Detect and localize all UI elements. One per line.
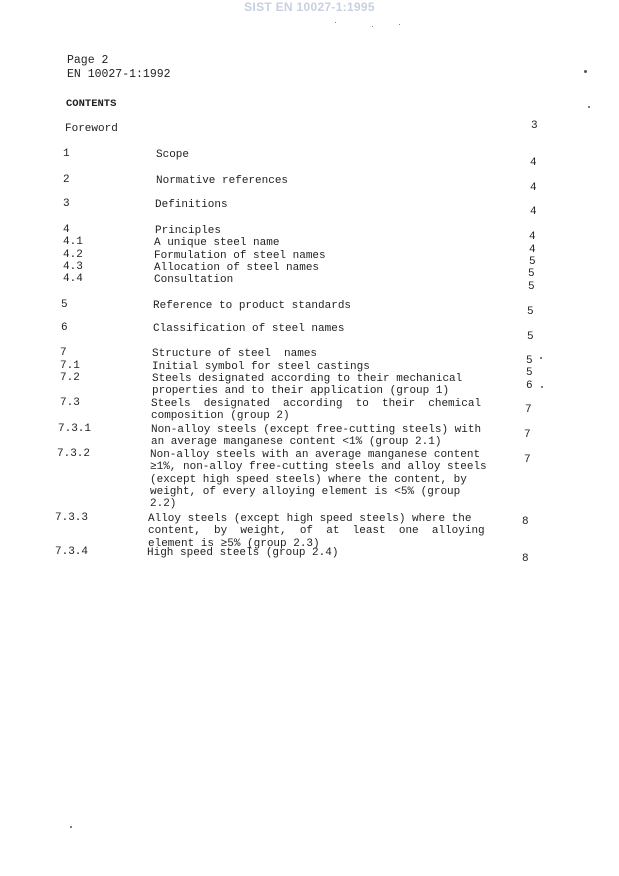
- toc-entry-number: 7.3.2: [57, 448, 91, 460]
- foreword-title: Foreword: [65, 123, 118, 135]
- toc-entry-number: 7.3: [60, 397, 80, 409]
- toc-entry-number: 7: [60, 347, 67, 359]
- document-id: EN 10027-1:1992: [67, 68, 171, 81]
- toc-entry-number: 4.4: [63, 273, 83, 285]
- toc-entry-number: 5: [61, 299, 68, 311]
- toc-entry-title: A unique steel name: [154, 237, 280, 249]
- toc-entry-page: 8: [522, 516, 529, 528]
- watermark: SIST EN 10027-1:1995: [244, 0, 375, 14]
- toc-entry-page: 7: [525, 404, 532, 416]
- toc-entry-number: 2: [63, 174, 70, 186]
- toc-entry-page: 5: [527, 331, 534, 343]
- toc-entry-page: 5: [526, 355, 533, 367]
- toc-entry-page: 5: [528, 268, 535, 280]
- toc-entry-title: Principles: [155, 225, 222, 237]
- toc-entry-number: 7.2: [60, 372, 80, 384]
- toc-entry-title: Alloy steels (except high speed steels) where the: [148, 513, 472, 525]
- scan-speck: [372, 26, 373, 27]
- toc-entry-title: Formulation of steel names: [154, 250, 326, 262]
- toc-entry-title: Normative references: [156, 175, 289, 187]
- toc-entry-title: Scope: [156, 149, 190, 161]
- scan-speck: [540, 357, 542, 359]
- toc-entry-title: 2.2): [150, 498, 177, 511]
- toc-entry-page: 6: [526, 380, 533, 392]
- toc-entry-title: Definitions: [155, 199, 228, 211]
- toc-entry-page: 8: [522, 553, 529, 565]
- toc-entry-number: 3: [63, 198, 70, 210]
- toc-entry-title: weight, of every alloying element is <5% (group: [150, 485, 461, 498]
- toc-entry-number: 4.1: [63, 236, 83, 248]
- toc-entry-title: Initial symbol for steel castings: [152, 361, 370, 373]
- toc-entry-page: 4: [529, 231, 536, 243]
- toc-entry-number: 4: [63, 224, 70, 236]
- toc-entry-title: Reference to product standards: [153, 300, 352, 312]
- toc-entry-title: Consultation: [154, 274, 234, 286]
- scan-speck: [399, 24, 400, 25]
- toc-entry-number: 7.3.1: [58, 423, 92, 435]
- scan-speck: [70, 826, 72, 828]
- toc-entry-title: element is ≥5% (group 2.3): [148, 537, 320, 550]
- toc-entry-title: High speed steels (group 2.4): [147, 547, 339, 559]
- toc-entry-number: 1: [63, 148, 70, 160]
- scan-speck: [335, 22, 336, 23]
- contents-heading: CONTENTS: [66, 98, 117, 110]
- toc-entry-title: Allocation of steel names: [154, 262, 320, 274]
- toc-entry-title: Steels designated according to their mechanical: [152, 373, 463, 385]
- toc-entry-page: 7: [524, 454, 531, 466]
- toc-entry-title: properties and to their application (group 1): [152, 385, 450, 398]
- foreword-page: 3: [531, 120, 538, 132]
- scan-speck: [588, 106, 590, 108]
- toc-entry-page: 5: [527, 306, 534, 318]
- toc-entry-title: Steels designated according to their chemical: [151, 398, 482, 410]
- toc-entry-title: composition (group 2): [151, 410, 290, 423]
- scan-speck: [584, 70, 587, 73]
- page-number-label: Page 2: [67, 54, 109, 67]
- toc-entry-number: 4.2: [63, 249, 83, 261]
- toc-entry-title: an average manganese content <1% (group 2.1): [151, 436, 442, 449]
- toc-entry-page: 4: [530, 206, 537, 218]
- toc-entry-title: Classification of steel names: [153, 323, 345, 335]
- toc-entry-page: 4: [530, 182, 537, 194]
- toc-entry-title: Structure of steel names: [152, 348, 318, 360]
- toc-entry-page: 5: [528, 281, 535, 293]
- toc-entry-title: Non-alloy steels with an average manganese content: [150, 449, 481, 461]
- toc-entry-number: 7.1: [60, 360, 80, 372]
- toc-entry-title: (except high speed steels) where the content, by: [150, 473, 467, 486]
- toc-entry-number: 6: [61, 322, 68, 334]
- toc-entry-title: ≥1%, non-alloy free-cutting steels and alloy steels: [150, 461, 487, 474]
- toc-entry-number: 4.3: [63, 261, 83, 273]
- toc-entry-page: 4: [530, 157, 537, 169]
- toc-entry-page: 5: [526, 367, 533, 379]
- toc-entry-title: Non-alloy steels (except free-cutting steels) with: [151, 424, 482, 436]
- scan-speck: [541, 386, 543, 388]
- toc-entry-title: content, by weight, of at least one alloying: [148, 525, 485, 538]
- toc-entry-page: 5: [529, 256, 536, 268]
- toc-entry-number: 7.3.4: [55, 546, 89, 558]
- toc-entry-page: 7: [524, 429, 531, 441]
- toc-entry-page: 4: [529, 244, 536, 256]
- toc-entry-number: 7.3.3: [55, 512, 89, 524]
